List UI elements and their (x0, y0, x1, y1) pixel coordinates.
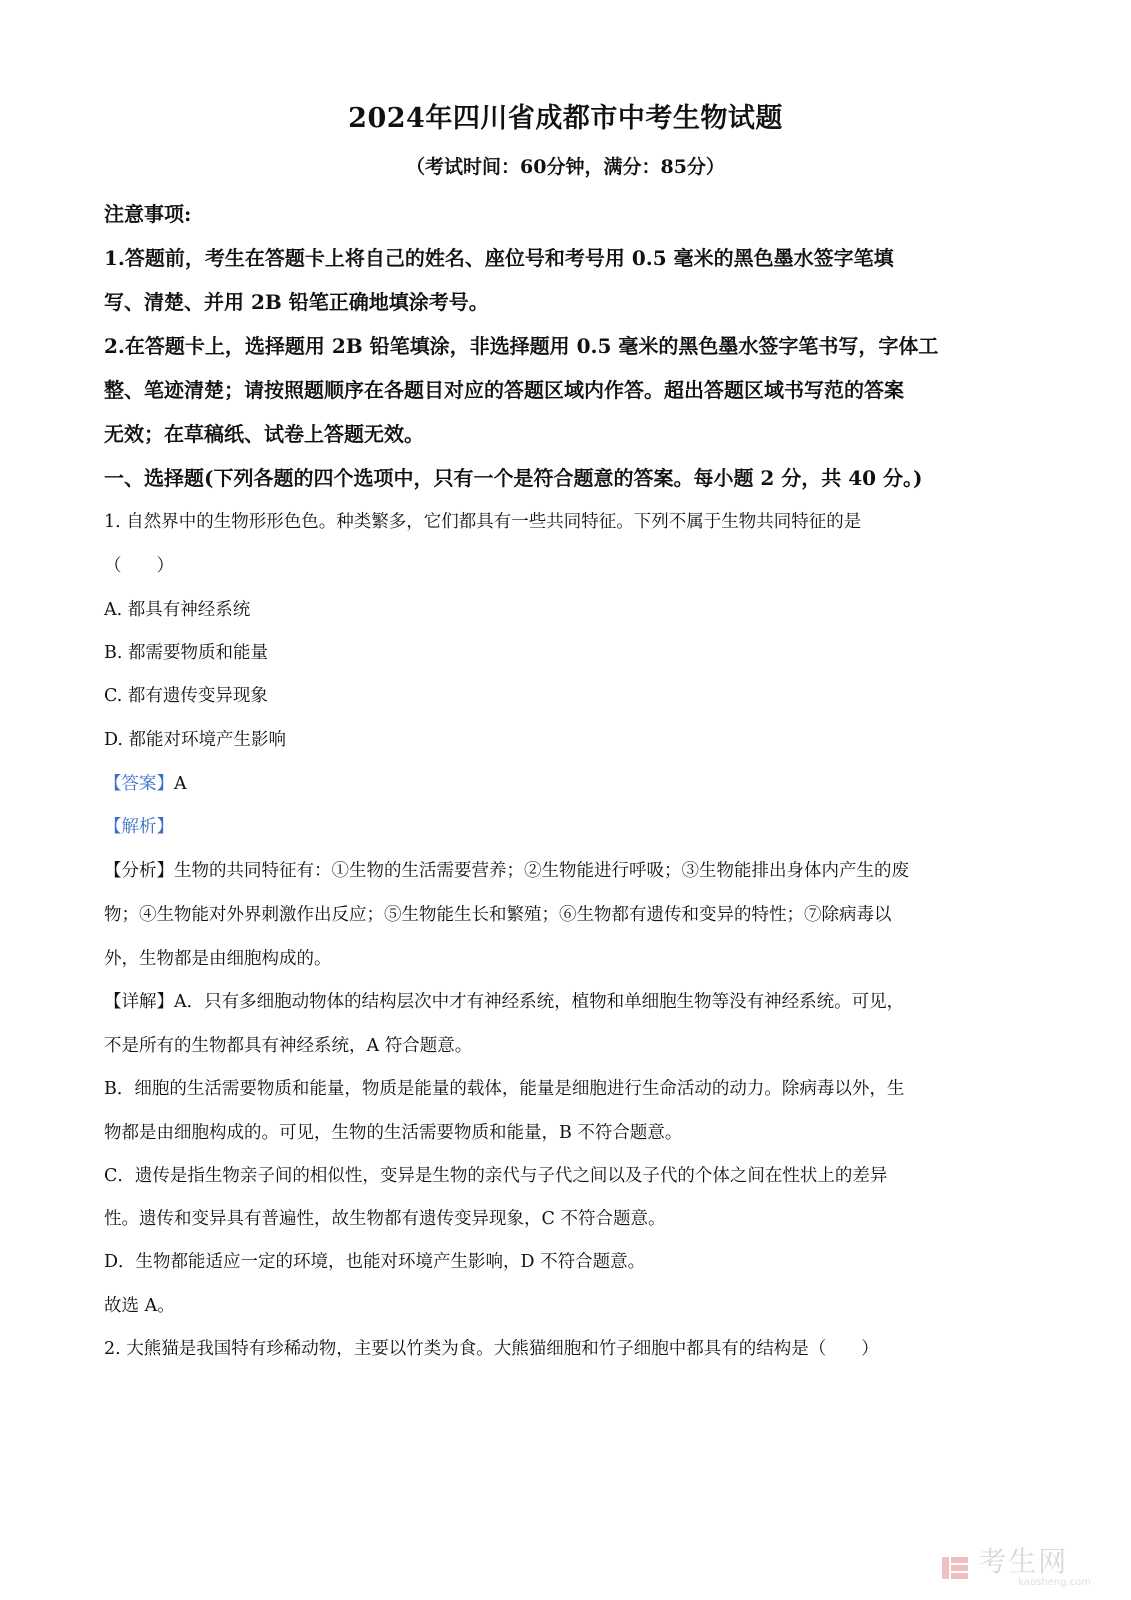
explanation-line: 【详解】A．只有多细胞动物体的结构层次中才有神经系统，植物和单细胞生物等没有神经系统。可见， (104, 992, 905, 1012)
notice-line: 写、清楚、并用 2B 铅笔正确地填涂考号。 (104, 290, 489, 314)
explanation-line: C．遗传是指生物亲子间的相似性，变异是生物的亲代与子代之间以及子代的个体之间在性状上的差异 (104, 1166, 888, 1186)
notice-line: 无效；在草稿纸、试卷上答题无效。 (104, 422, 424, 446)
notice-line: 1.答题前，考生在答题卡上将自己的姓名、座位号和考号用 0.5 毫米的黑色墨水签字笔填 (104, 246, 894, 270)
analysis-tag: 【解析】 (104, 817, 174, 837)
question-2-stem: 2. 大熊猫是我国特有珍稀动物，主要以竹类为食。大熊猫细胞和竹子细胞中都具有的结构是（ ） (104, 1339, 879, 1359)
explanation-line: 物都是由细胞构成的。可见，生物的生活需要物质和能量，B 不符合题意。 (104, 1123, 683, 1143)
option-a: A. 都具有神经系统 (104, 600, 251, 620)
question-1-blank: （ ） (104, 556, 174, 576)
explanation-line: D．生物都能适应一定的环境，也能对环境产生影响，D 不符合题意。 (104, 1252, 646, 1272)
watermark-en: kaosheng.com (1018, 1577, 1091, 1588)
explanation-line: 外，生物都是由细胞构成的。 (104, 949, 332, 969)
watermark-cn: 考生网 (978, 1545, 1069, 1578)
option-d: D. 都能对环境产生影响 (104, 730, 287, 750)
explanation-line: 性。遗传和变异具有普遍性，故生物都有遗传变异现象，C 不符合题意。 (104, 1209, 666, 1229)
kaosheng-logo-icon (940, 1553, 970, 1583)
answer-line (104, 762, 1034, 806)
exam-info: （考试时间：60分钟，满分：85分） (406, 156, 725, 178)
explanation-line: 故选 A。 (104, 1296, 175, 1316)
answer-value: A (174, 774, 187, 794)
question-1-stem: 1. 自然界中的生物形形色色。种类繁多，它们都具有一些共同特征。下列不属于生物共同特征的是 (104, 512, 862, 532)
page-title: 2024年四川省成都市中考生物试题 (348, 103, 783, 134)
explanation-line: 不是所有的生物都具有神经系统，A 符合题意。 (104, 1036, 473, 1056)
section-heading: 一、选择题(下列各题的四个选项中，只有一个是符合题意的答案。每小题 2 分，共 40 分。) (104, 466, 923, 490)
option-b: B. 都需要物质和能量 (104, 643, 268, 663)
explanation-line: B．细胞的生活需要物质和能量，物质是能量的载体，能量是细胞进行生命活动的动力。除病毒以外，生 (104, 1079, 905, 1099)
option-c: C. 都有遗传变异现象 (104, 686, 268, 706)
watermark (940, 1547, 1091, 1588)
explanation-line: 【分析】生物的共同特征有：①生物的生活需要营养；②生物能进行呼吸；③生物能排出身体内产生的废 (104, 861, 909, 881)
notice-line: 2.在答题卡上，选择题用 2B 铅笔填涂，非选择题用 0.5 毫米的黑色墨水签字笔书写，字体工 (104, 334, 939, 358)
answer-tag: 【答案】 (104, 774, 174, 794)
notice-line: 整、笔迹清楚；请按照题顺序在各题目对应的答题区域内作答。超出答题区域书写范的答案 (104, 378, 904, 402)
notice-heading: 注意事项: (104, 202, 192, 226)
explanation-line: 物；④生物能对外界刺激作出反应；⑤生物能生长和繁殖；⑥生物都有遗传和变异的特性；⑦除病毒以 (104, 905, 892, 925)
